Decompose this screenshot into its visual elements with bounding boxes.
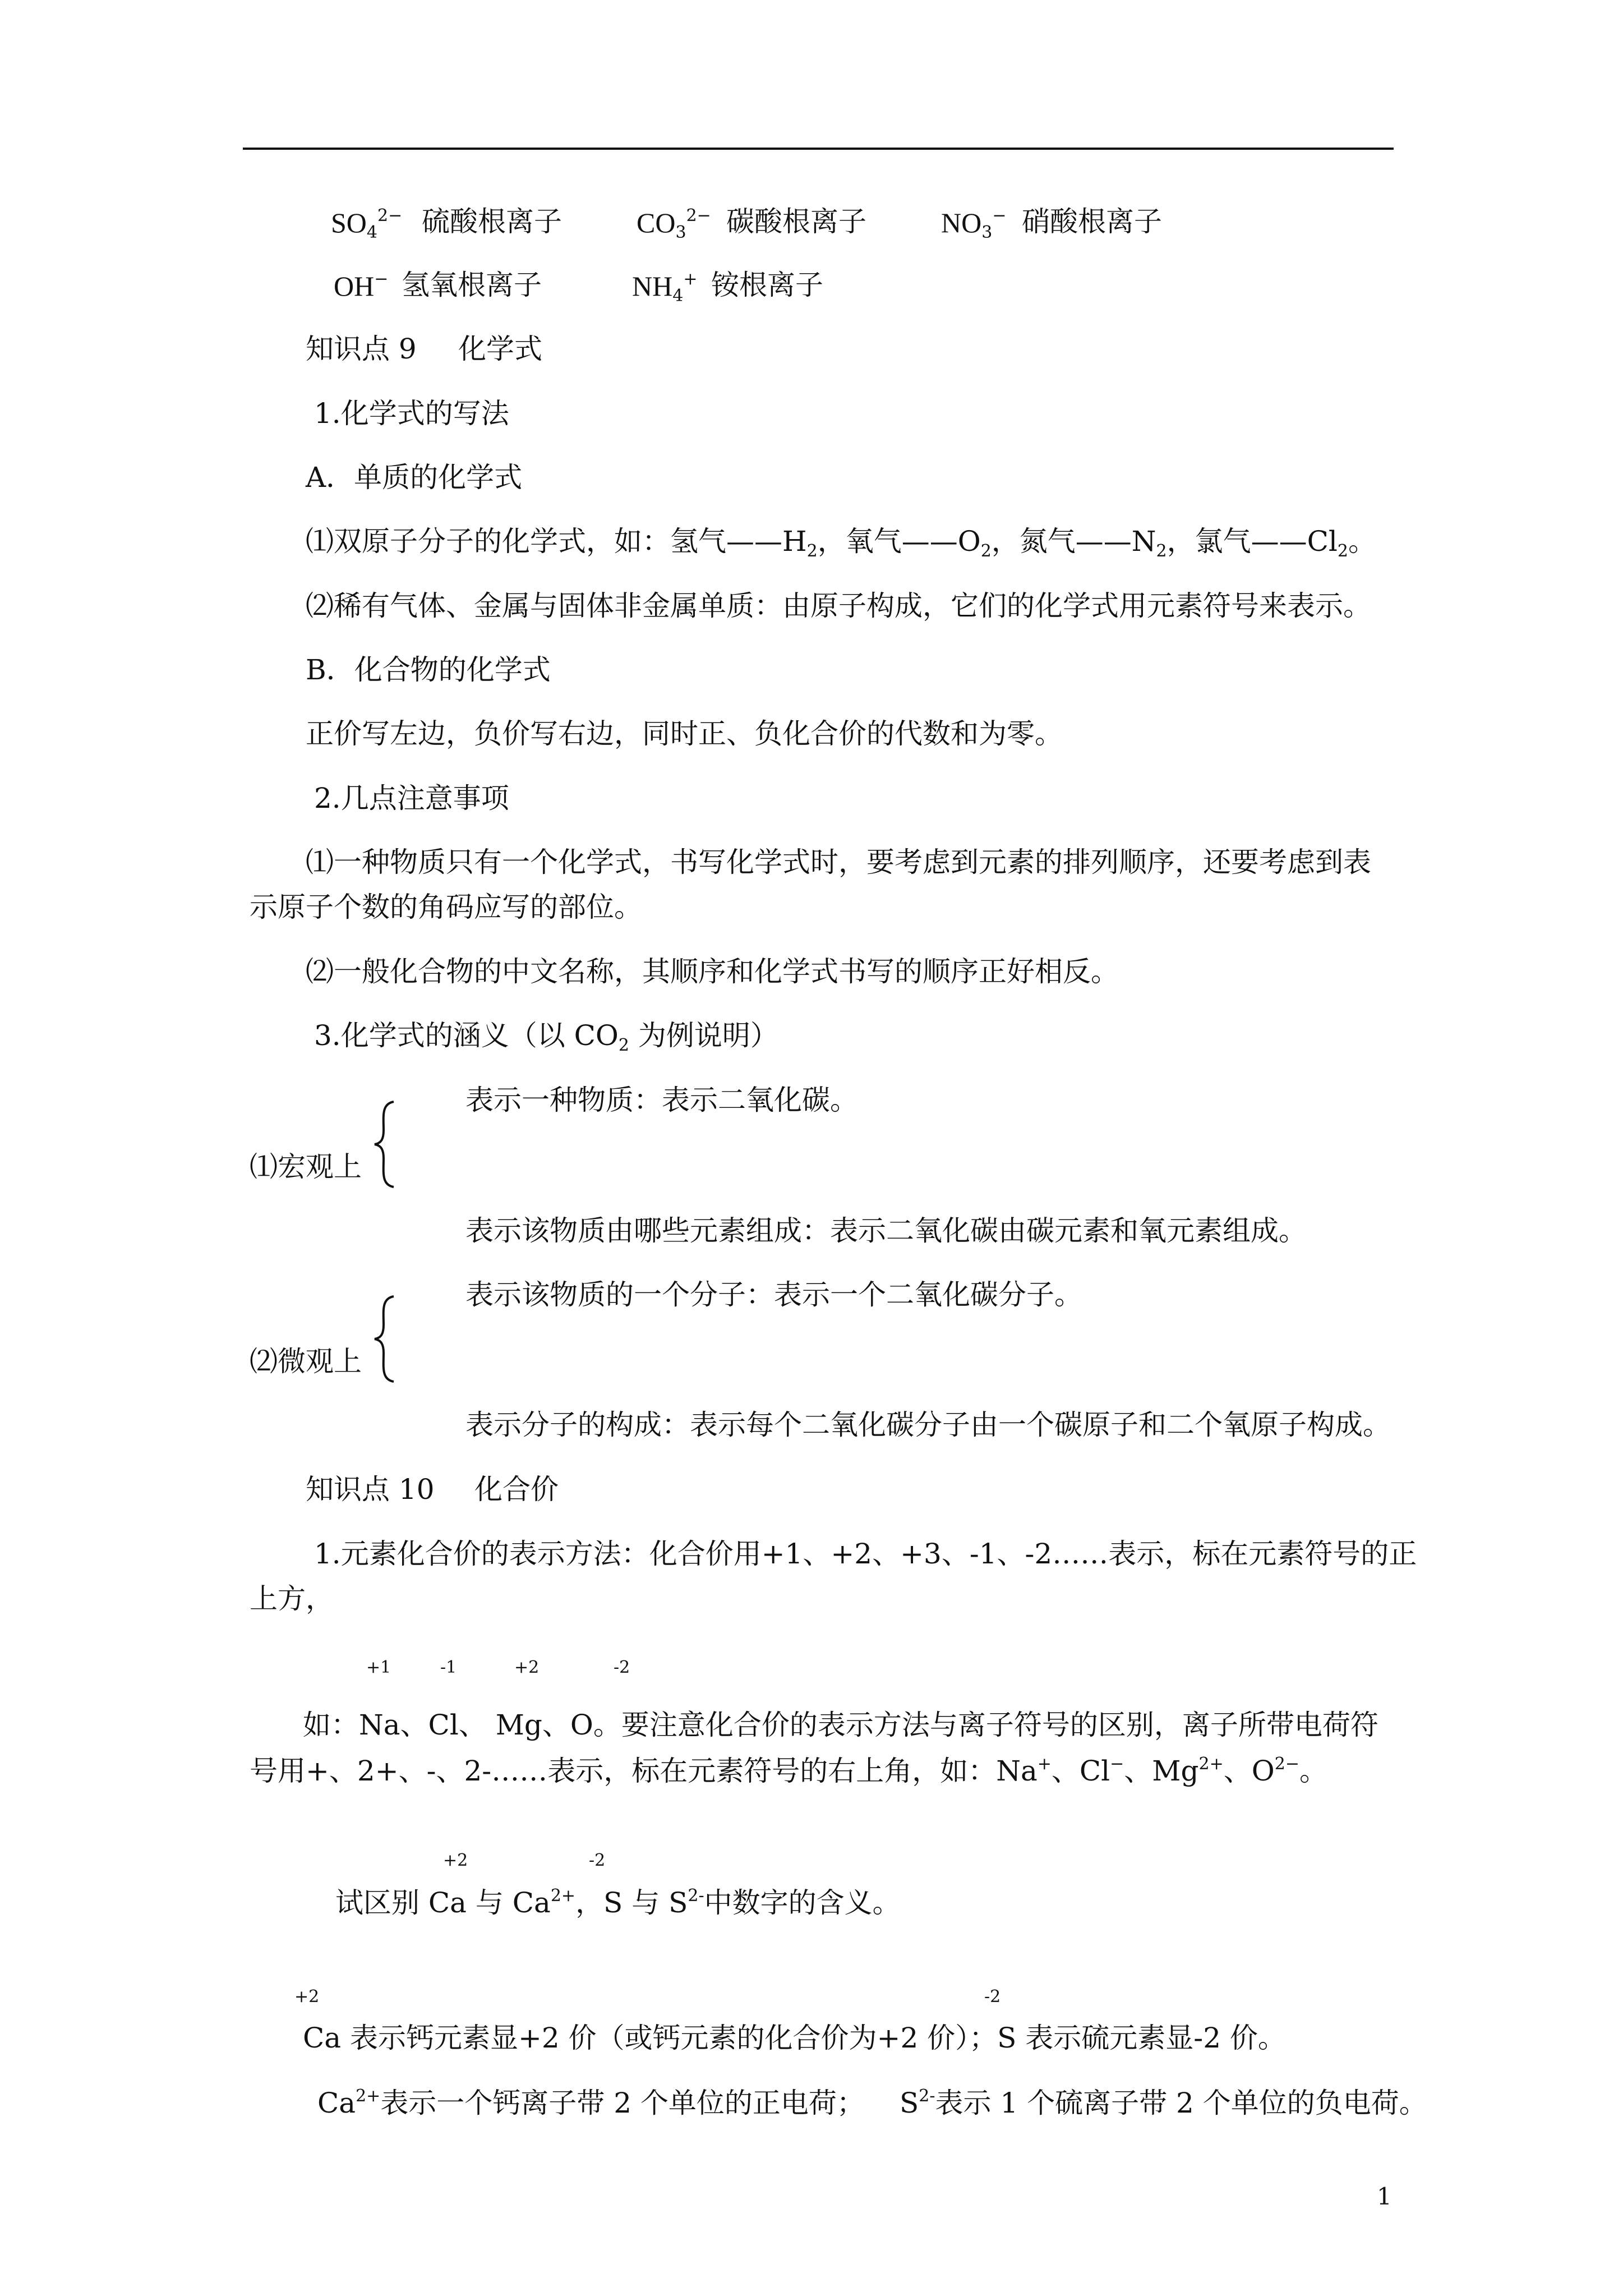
- ion-oh: OH−: [334, 269, 389, 302]
- macro-label: ⑴宏观上: [250, 1151, 362, 1183]
- kp9-title: 化学式: [458, 333, 542, 365]
- kp9-heading: 知识点 9: [306, 333, 417, 365]
- micro-brace-icon: [370, 1294, 398, 1384]
- kp10-line1b: 上方，: [250, 1582, 334, 1615]
- kp9-line4a: ⑴一种物质只有一个化学式，书写化学式时，要考虑到元素的排列顺序，还要考虑到表: [306, 846, 1371, 878]
- kp9-sub2: 2.几点注意事项: [314, 782, 509, 815]
- ion-co3-name: 碳酸根离子: [726, 205, 866, 238]
- a1-s-val: -2: [984, 1987, 1001, 2007]
- kp10-ion-line: 号用+、2+、-、2-……表示，标在元素符号的右上角，如：Na+、Cl−、$Mg^{2+}$、$O^{2-}$。: [250, 1754, 1327, 1787]
- header-rule: [243, 148, 1394, 150]
- a1-ca-val: +2: [294, 1987, 320, 2007]
- ion-oh-name: 氢氧根离子: [402, 269, 542, 301]
- val-mg: +2: [514, 1658, 540, 1677]
- micro-1: 表示该物质的一个分子：表示一个二氧化碳分子。: [465, 1278, 1082, 1311]
- micro-label: ⑵微观上: [250, 1345, 362, 1378]
- ion-no3-name: 硝酸根离子: [1022, 205, 1162, 238]
- kp9-line5: ⑵一般化合物的中文名称，其顺序和化学式书写的顺序正好相反。: [306, 955, 1119, 988]
- val-cl: -1: [440, 1658, 457, 1677]
- kp10-answer2-s: $S^{2-}$表示 1 个硫离子带 2 个单位的负电荷。: [900, 2086, 1427, 2119]
- val-o: -2: [614, 1658, 630, 1677]
- ion-co3: $CO_3^{2-}$: [637, 206, 711, 242]
- kp10-line1a: 1.元素化合价的表示方法：化合价用+1、+2、+3、-1、-2……表示，标在元素符号的正: [314, 1538, 1417, 1570]
- ion-nh4-name: 铵根离子: [711, 269, 823, 301]
- q-s-val: -2: [589, 1851, 606, 1870]
- kp9-sub1b: B．化合物的化学式: [306, 654, 551, 686]
- ion-no3: $NO_3^-$: [941, 206, 1007, 242]
- val-na: +1: [366, 1658, 391, 1677]
- ion-so4: $SO_4^{2-}$: [331, 206, 403, 242]
- kp10-heading: 知识点 10: [306, 1473, 435, 1506]
- macro-1: 表示一种物质：表示二氧化碳。: [465, 1084, 858, 1116]
- kp10-example-line: 如：Na、Cl、 Mg、O。要注意化合价的表示方法与离子符号的区别，离子所带电荷符: [303, 1709, 1378, 1741]
- kp9-sub1a: A．单质的化学式: [306, 461, 523, 494]
- kp9-sub3: 3.化学式的涵义（以 $CO_2$ 为例说明）: [314, 1019, 778, 1055]
- q-ca-val: +2: [443, 1851, 468, 1870]
- ion-nh4: $NH_4^+$: [632, 269, 698, 306]
- kp10-title: 化合价: [474, 1473, 559, 1506]
- kp10-question: 试区别 Ca 与 $Ca^{2+}$，S 与 $S^{2-}$中数字的含义。: [335, 1886, 901, 1919]
- page-number: 1: [1377, 2183, 1392, 2210]
- kp10-answer2-ca: $Ca^{2+}$表示一个钙离子带 2 个单位的正电荷；: [317, 2086, 865, 2119]
- kp9-sub1: 1.化学式的写法: [314, 397, 509, 430]
- macro-brace-icon: [370, 1099, 398, 1189]
- kp10-answer1: Ca 表示钙元素显+2 价（或钙元素的化合价为+2 价）；S 表示硫元素显-2 价。: [303, 2022, 1286, 2054]
- kp9-line4b: 示原子个数的角码应写的部位。: [250, 891, 642, 923]
- ion-so4-name: 硫酸根离子: [422, 205, 562, 238]
- micro-2: 表示分子的构成：表示每个二氧化碳分子由一个碳原子和二个氧原子构成。: [465, 1409, 1391, 1441]
- macro-2: 表示该物质由哪些元素组成：表示二氧化碳由碳元素和氧元素组成。: [465, 1214, 1307, 1247]
- kp9-line2: ⑵稀有气体、金属与固体非金属单质：由原子构成，它们的化学式用元素符号来表示。: [306, 590, 1371, 622]
- kp9-line1: ⑴双原子分子的化学式，如：氢气$——H_2$，氧气$——O_2$，氮气$——N_2$，氯气$——Cl_2$。: [306, 525, 1376, 561]
- kp9-line3: 正价写左边，负价写右边，同时正、负化合价的代数和为零。: [306, 717, 1063, 750]
